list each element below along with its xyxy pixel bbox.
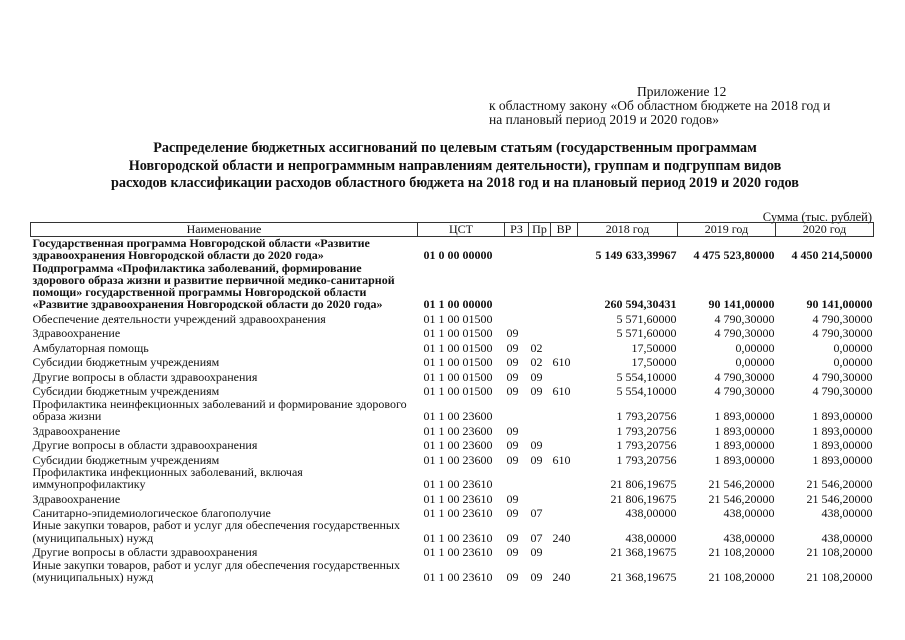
column-header-rz: РЗ — [505, 223, 529, 237]
row-amount-2018: 5 149 633,39967 — [595, 248, 677, 263]
row-name: Другие вопросы в области здравоохранения — [32, 545, 258, 560]
units-label: Сумма (тыс. рублей) — [762, 210, 872, 224]
row-amount-2019: 4 790,30000 — [714, 326, 775, 341]
row-rz: 09 — [506, 355, 519, 370]
table-row — [31, 237, 874, 262]
table-row — [31, 451, 874, 466]
row-amount-2018: 17,50000 — [631, 340, 677, 355]
row-amount-2018: 21 368,19675 — [610, 569, 677, 584]
row-name: Профилактика инфекционных заболеваний, включая иммунопрофилактику — [32, 464, 303, 492]
row-amount-2019: 1 893,00000 — [714, 438, 775, 453]
document-title — [60, 140, 850, 193]
row-vr — [551, 544, 578, 559]
row-amount-2019: 438,00000 — [723, 506, 775, 521]
row-amount-2019: 438,00000 — [723, 530, 775, 545]
budget-table-body — [31, 237, 874, 584]
table-row — [31, 354, 874, 369]
row-rz: 09 — [506, 384, 519, 399]
row-amount-2019: 4 790,30000 — [714, 384, 775, 399]
document-title-line-1: Распределение бюджетных ассигнований по целевым статьям (государственным программам — [153, 140, 757, 156]
row-vr — [551, 437, 578, 452]
row-amount-2019: 21 108,20000 — [708, 545, 775, 560]
row-name: Здравоохранение — [32, 326, 121, 341]
row-cst: 01 1 00 23610 — [423, 477, 493, 492]
column-header-cst: ЦСТ — [418, 223, 505, 237]
row-pr: 09 — [530, 369, 543, 384]
row-amount-2020: 0,00000 — [833, 340, 873, 355]
row-name: Здравоохранение — [32, 491, 121, 506]
row-vr — [551, 369, 578, 384]
row-rz — [505, 237, 529, 262]
row-amount-2018: 260 594,30431 — [604, 297, 677, 312]
row-name: Субсидии бюджетным учреждениям — [32, 452, 220, 467]
column-header-name: Наименование — [31, 223, 418, 237]
row-rz — [505, 398, 529, 423]
row-amount-2020: 1 893,00000 — [812, 452, 873, 467]
column-header-2019: 2019 год — [678, 223, 776, 237]
row-cst: 01 1 00 23600 — [423, 423, 493, 438]
row-rz — [505, 466, 529, 491]
row-amount-2018: 1 793,20756 — [616, 423, 677, 438]
row-amount-2020: 90 141,00000 — [806, 297, 873, 312]
row-amount-2020: 438,00000 — [821, 506, 873, 521]
row-vr — [551, 237, 578, 262]
row-vr: 610 — [552, 384, 571, 399]
row-cst: 01 1 00 23610 — [423, 569, 493, 584]
row-vr: 610 — [552, 355, 571, 370]
row-cst: 01 1 00 01500 — [423, 311, 493, 326]
row-vr — [551, 490, 578, 505]
row-rz: 09 — [506, 423, 519, 438]
row-rz: 09 — [506, 506, 519, 521]
row-vr — [551, 466, 578, 491]
row-name: Иные закупки товаров, работ и услуг для обеспечения государственных (муниципальных) нужд — [32, 518, 400, 545]
row-pr: 09 — [530, 438, 543, 453]
row-name: Профилактика неинфекционных заболеваний и формирование здорового образа жизни — [32, 396, 407, 424]
row-amount-2020: 4 450 214,50000 — [791, 248, 873, 263]
row-amount-2018: 438,00000 — [625, 530, 677, 545]
row-cst: 01 1 00 23600 — [423, 452, 493, 467]
document-title-line-3: расходов классификации расходов областного бюджета на 2018 год и на плановый период 2019 и 2020 годов — [111, 175, 799, 191]
table-header-row — [31, 223, 874, 237]
row-pr — [529, 262, 551, 311]
appendix-line-2: на плановый период 2019 и 2020 годов» — [489, 112, 720, 127]
row-rz — [505, 262, 529, 311]
row-amount-2020: 4 790,30000 — [812, 384, 873, 399]
row-pr — [529, 490, 551, 505]
row-rz: 09 — [506, 326, 519, 341]
row-amount-2019: 4 790,30000 — [714, 311, 775, 326]
table-row — [31, 559, 874, 584]
row-amount-2018: 5 554,10000 — [616, 384, 677, 399]
row-name: Санитарно-эпидемиологическое благополучие — [32, 506, 271, 521]
row-vr — [551, 505, 578, 520]
row-pr — [529, 325, 551, 340]
row-cst: 01 1 00 00000 — [423, 297, 493, 312]
document-title-line-2: Новгородской области и непрограммным направлениям деятельности), группам и подгруппам видов — [128, 157, 782, 174]
row-amount-2019: 90 141,00000 — [708, 297, 775, 312]
row-cst: 01 1 00 23600 — [423, 409, 493, 424]
row-cst: 01 1 00 23610 — [423, 545, 493, 560]
row-pr — [529, 237, 551, 262]
row-vr — [551, 325, 578, 340]
table-row — [31, 466, 874, 491]
row-amount-2020: 0,00000 — [833, 355, 873, 370]
row-amount-2018: 17,50000 — [631, 355, 677, 370]
row-name: Государственная программа Новгородской области «Развитие здравоохранения Новгородской области до 2020 года» — [32, 236, 370, 263]
column-header-2018: 2018 год — [578, 223, 678, 237]
row-amount-2018: 1 793,20756 — [616, 452, 677, 467]
row-vr: 610 — [552, 452, 571, 467]
row-amount-2018: 5 554,10000 — [616, 369, 677, 384]
row-cst: 01 1 00 23610 — [423, 491, 493, 506]
row-vr: 240 — [552, 530, 571, 545]
row-rz: 09 — [506, 491, 519, 506]
appendix-line-1: к областному закону «Об областном бюджете на 2018 год и — [489, 98, 831, 113]
appendix-title: Приложение 12 — [637, 84, 727, 99]
table-row — [31, 369, 874, 384]
table-row — [31, 505, 874, 520]
row-amount-2020: 1 893,00000 — [812, 438, 873, 453]
row-name: Иные закупки товаров, работ и услуг для обеспечения государственных (муниципальных) нужд — [32, 557, 400, 584]
row-amount-2019: 1 893,00000 — [714, 409, 775, 424]
budget-table — [30, 222, 874, 583]
row-pr: 09 — [530, 452, 543, 467]
row-amount-2020: 1 893,00000 — [812, 423, 873, 438]
row-cst: 01 1 00 23610 — [423, 530, 493, 545]
row-amount-2019: 21 546,20000 — [708, 491, 775, 506]
row-cst: 01 0 00 00000 — [423, 248, 493, 263]
row-amount-2020: 21 108,20000 — [806, 545, 873, 560]
row-name: Другие вопросы в области здравоохранения — [32, 438, 258, 453]
row-rz: 09 — [506, 452, 519, 467]
column-header-pr: Пр — [529, 223, 551, 237]
row-rz: 09 — [506, 530, 519, 545]
column-header-vr: ВР — [551, 223, 578, 237]
row-amount-2019: 1 893,00000 — [714, 423, 775, 438]
row-amount-2018: 21 806,19675 — [610, 491, 677, 506]
row-pr: 07 — [530, 530, 543, 545]
row-name: Подпрограмма «Профилактика заболеваний, формирование здорового образа жизни и развитие первичной медико-санитарной помощи» государственной программы Новгородской области «Развитие здравоохранения Новгородской области до 2020 года» — [32, 260, 395, 312]
row-rz: 09 — [506, 340, 519, 355]
appendix-header — [489, 85, 889, 127]
row-cst: 01 1 00 01500 — [423, 384, 493, 399]
row-pr — [529, 398, 551, 423]
row-amount-2020: 4 790,30000 — [812, 311, 873, 326]
row-pr — [529, 466, 551, 491]
row-amount-2019: 1 893,00000 — [714, 452, 775, 467]
row-amount-2018: 1 793,20756 — [616, 409, 677, 424]
row-amount-2020: 4 790,30000 — [812, 369, 873, 384]
row-rz: 09 — [506, 369, 519, 384]
row-vr — [551, 311, 578, 326]
row-cst: 01 1 00 01500 — [423, 369, 493, 384]
row-amount-2020: 21 546,20000 — [806, 491, 873, 506]
row-vr — [551, 398, 578, 423]
row-pr: 09 — [530, 384, 543, 399]
table-row — [31, 422, 874, 437]
row-rz — [505, 311, 529, 326]
table-row — [31, 311, 874, 326]
row-amount-2018: 1 793,20756 — [616, 438, 677, 453]
table-row — [31, 490, 874, 505]
row-pr: 09 — [530, 569, 543, 584]
column-header-2020: 2020 год — [776, 223, 874, 237]
row-cst: 01 1 00 23600 — [423, 438, 493, 453]
row-amount-2019: 4 475 523,80000 — [693, 248, 775, 263]
row-amount-2019: 21 108,20000 — [708, 569, 775, 584]
row-pr: 02 — [530, 340, 543, 355]
row-amount-2018: 5 571,60000 — [616, 311, 677, 326]
table-row — [31, 383, 874, 398]
row-amount-2020: 21 546,20000 — [806, 477, 873, 492]
row-name: Другие вопросы в области здравоохранения — [32, 369, 258, 384]
row-name: Субсидии бюджетным учреждениям — [32, 384, 220, 399]
row-rz: 09 — [506, 569, 519, 584]
row-pr: 02 — [530, 355, 543, 370]
row-amount-2020: 21 108,20000 — [806, 569, 873, 584]
row-vr — [551, 340, 578, 355]
row-amount-2019: 21 546,20000 — [708, 477, 775, 492]
row-pr: 07 — [530, 506, 543, 521]
table-row — [31, 262, 874, 311]
row-cst: 01 1 00 23610 — [423, 506, 493, 521]
row-pr — [529, 422, 551, 437]
table-row — [31, 437, 874, 452]
row-pr — [529, 311, 551, 326]
row-amount-2019: 0,00000 — [735, 355, 775, 370]
row-amount-2020: 1 893,00000 — [812, 409, 873, 424]
row-cst: 01 1 00 01500 — [423, 355, 493, 370]
row-name: Обеспечение деятельности учреждений здравоохранения — [32, 311, 326, 326]
row-amount-2018: 21 368,19675 — [610, 545, 677, 560]
row-pr: 09 — [530, 545, 543, 560]
row-amount-2019: 0,00000 — [735, 340, 775, 355]
row-amount-2020: 438,00000 — [821, 530, 873, 545]
row-amount-2018: 438,00000 — [625, 506, 677, 521]
row-cst: 01 1 00 01500 — [423, 340, 493, 355]
row-name: Здравоохранение — [32, 423, 121, 438]
table-row — [31, 398, 874, 423]
row-rz: 09 — [506, 545, 519, 560]
row-amount-2018: 5 571,60000 — [616, 326, 677, 341]
row-amount-2019: 4 790,30000 — [714, 369, 775, 384]
row-amount-2018: 21 806,19675 — [610, 477, 677, 492]
row-cst: 01 1 00 01500 — [423, 326, 493, 341]
row-vr — [551, 422, 578, 437]
table-row — [31, 544, 874, 559]
row-rz: 09 — [506, 438, 519, 453]
row-vr: 240 — [552, 569, 571, 584]
table-row — [31, 340, 874, 355]
row-name: Амбулаторная помощь — [32, 340, 149, 355]
row-amount-2020: 4 790,30000 — [812, 326, 873, 341]
row-name: Субсидии бюджетным учреждениям — [32, 355, 220, 370]
row-vr — [551, 262, 578, 311]
table-row — [31, 519, 874, 544]
table-row — [31, 325, 874, 340]
